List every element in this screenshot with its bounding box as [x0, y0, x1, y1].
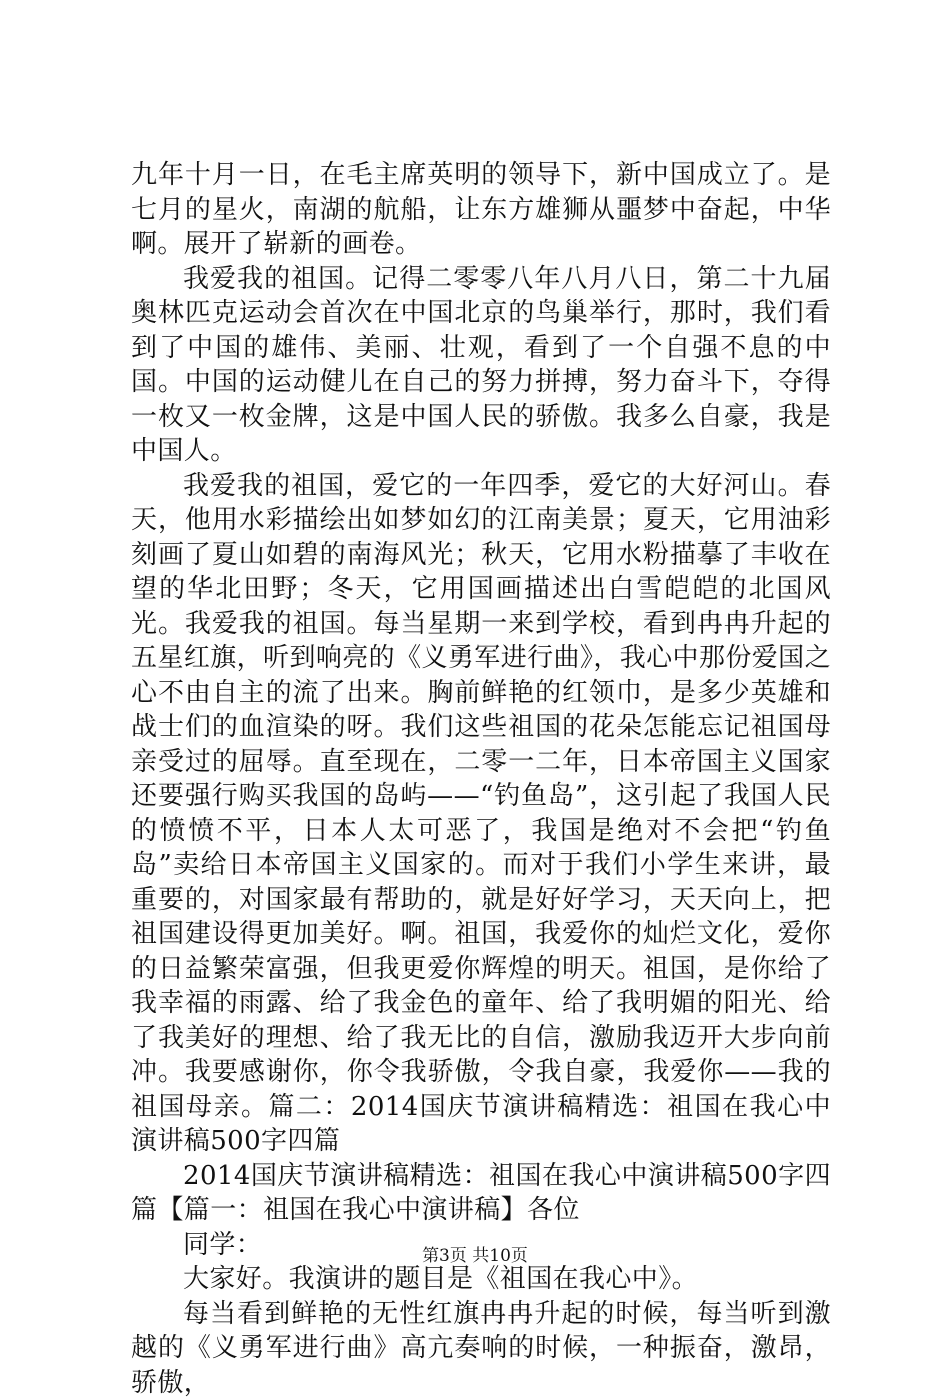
paragraph-7: 每当看到鲜艳的无性红旗冉冉升起的时候，每当听到激越的《义勇军进行曲》高亢奏响的时候，一种振奋，激昂，骄傲， — [131, 1297, 831, 1400]
paragraph-6: 大家好。我演讲的题目是《祖国在我心中》。 — [131, 1262, 831, 1297]
paragraph-5: 同学： — [131, 1228, 831, 1263]
document-body — [131, 158, 831, 1400]
paragraph-3: 我爱我的祖国，爱它的一年四季，爱它的大好河山。春天，他用水彩描绘出如梦如幻的江南美景；夏天，它用油彩刻画了夏山如碧的南海风光；秋天，它用水粉描摹了丰收在望的华北田野；冬天，它用国画描述出白雪皑皑的北国风光。我爱我的祖国。每当星期一来到学校，看到冉冉升起的五星红旗，听到响亮的《义勇军进行曲》，我心中那份爱国之心不由自主的流了出来。胸前鲜艳的红领巾，是多少英雄和战士们的血渲染的呀。我们这些祖国的花朵怎能忘记祖国母亲受过的屈辱。直至现在，二零一二年，日本帝国主义国家还要强行购买我国的岛屿——“钓鱼岛”，这引起了我国人民的愤愤不平，日本人太可恶了，我国是绝对不会把“钓鱼岛”卖给日本帝国主义国家的。而对于我们小学生来讲，最重要的，对国家最有帮助的，就是好好学习，天天向上，把祖国建设得更加美好。啊。祖国，我爱你的灿烂文化，爱你的日益繁荣富强，但我更爱你辉煌的明天。祖国，是你给了我幸福的雨露、给了我金色的童年、给了我明媚的阳光、给了我美好的理想、给了我无比的自信，激励我迈开大步向前冲。我要感谢你，你令我骄傲，令我自豪，我爱你——我的祖国母亲。篇二：2014国庆节演讲稿精选：祖国在我心中演讲稿500字四篇 — [131, 469, 831, 1159]
paragraph-4: 2014国庆节演讲稿精选：祖国在我心中演讲稿500字四篇【篇一：祖国在我心中演讲稿】各位 — [131, 1159, 831, 1228]
paragraph-2: 我爱我的祖国。记得二零零八年八月八日，第二十九届奥林匹克运动会首次在中国北京的鸟巢举行，那时，我们看到了中国的雄伟、美丽、壮观，看到了一个自强不息的中国。中国的运动健儿在自己的努力拼搏，努力奋斗下，夺得一枚又一枚金牌，这是中国人民的骄傲。我多么自豪，我是中国人。 — [131, 262, 831, 469]
page-footer: 第3页 共10页 — [0, 1246, 950, 1266]
paragraph-1: 九年十月一日，在毛主席英明的领导下，新中国成立了。是七月的星火，南湖的航船，让东方雄狮从噩梦中奋起，中华啊。展开了崭新的画卷。 — [131, 158, 831, 262]
